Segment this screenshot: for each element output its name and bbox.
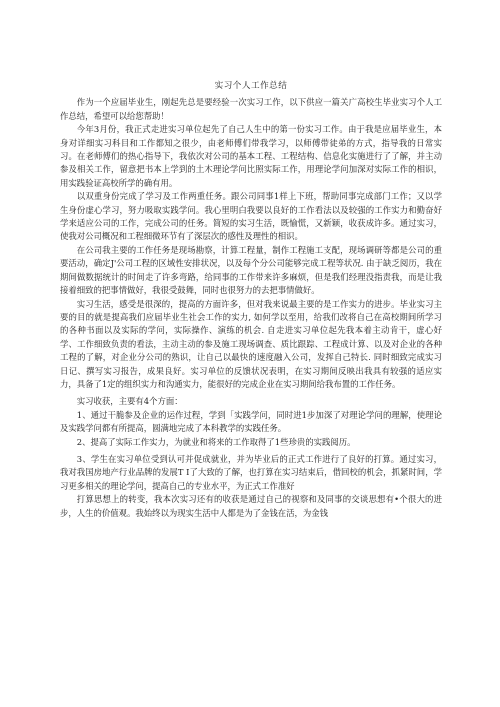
paragraph-main-tasks: 在公司我主要的工作任务是现场勘察，计算工程量，制作工程施工支配，现场调研等都是公司的重要活动，确定J'公司工程的区域性安排状况，以及每个分公司能够完成工程等状况. 由于缺乏阅历，我在期间做数据统计的时间走了许多弯路，给同事的工作带来许多麻烦，但是我们经理没指责我，而是让我接着细致的把事情做好，我很受鼓舞，同时也很努力的去把事情做好。 [60,244,442,296]
harvest-item-3: 3、学生在实习单位受到认可并促成就业，并为毕业后的正式工作进行了良好的打算。通过实习，我对我国房地产行业品牌的发展T I了大致的了解，也打算在实习结束后，借回校的机会，抓紧时间，学习更多相关的理论学问，提高自己的专业水平，为正式工作准好 [60,453,442,491]
page-title: 实习个人工作总结 [214,81,288,91]
harvest-item-2: 2、提高了实际工作实力，为就业和将来的工作取得了1些珍贵的实践阅历。 [76,436,356,447]
paragraph-intro: 作为一个应届毕业生，刚起先总是要经验一次实习工作，以下供应一篇关广高校生毕业实习个人工作总结，希望可以给您帮助！ [60,97,442,121]
paragraph-start-internship: 今年3月份，我正式走进实习单位起先了自己人生中的第一份实习工作。由于我是应届毕业生，本身对详细实习科目和工作都知之很少，由老师傅们带我学习，以师傅带徒弟的方式，指导我的日常实习。在老师傅们的热心指导下，我依次对公司的基本工程、工程结构、信息化实施进行了了解，并主动参及相关工作，留意把书本上学到的土木理论学问比照实际工作，用理论学问加深对实际工作的相识，用实践验证高校所学的确有用。 [60,124,442,188]
document-page [60,80,442,520]
paragraph-experience: 实习生活，感受是很深的，提高的方面许多，但对我来说最主要的是工作实力的进步。毕业实习主要的目的就是提高我们应届毕业生社会工作的实力, 如何学以至用，给我们改将自己在高校期间所学习的各种书面以及实际的学问，实际操作、演练的机会. 自走进实习单位起先我本着主动肯干，虚心好学、工作细致负责的看法，主动主动的参及施工现场调查、质比跟踪、工程成计算、以及对企业的各种工程的了解，对企业分公司的熟识，让自己以最快的速度融入公司，发挥自己特长. 同时细致完成实习日记、撰写实习报告，成果良好。实习单位的反馈状况表明，在实习期间反映出我具有较强的适应实力，具备了1定的组织实力和沟通实力，能很好的完成企业在实习期间给我布置的工作任务。 [60,298,442,389]
harvest-item-4: 打算思想上的转变，我本次实习还有的收获是通过自己的视察和及同事的交谈思想有•个很大的进步，人生的价值观。我始终以为现实生活中人都是为了金钱在活，为金钱 [60,494,442,518]
harvest-intro: 实习收获，主要有4个方面： [76,396,183,407]
paragraph-dual-role: 以双重身份完成了学习及工作两重任务。跟公司同事1样上下班，帮助同事完成部门工作；又以学生身份虚心学习，努力吸取实践学问。我心里明白我要以良好的工作看法以及较强的工作实力和勤奋好学来适应公司的工作，完成公司的任务。简短的实习生活，既愉慌，又新颖，收获成许多。通过实习，使我对公司概况和工程细微环节有了深层次的感性及理性的相识。 [60,191,442,242]
harvest-item-1: 1、通过干脆参及企业的运作过程，学到「实践学问，同时进1步加深了对理论学问的理解，使理论及实践学问都有所提高，圆满地完成了本科教学的实践任务。 [60,409,442,434]
